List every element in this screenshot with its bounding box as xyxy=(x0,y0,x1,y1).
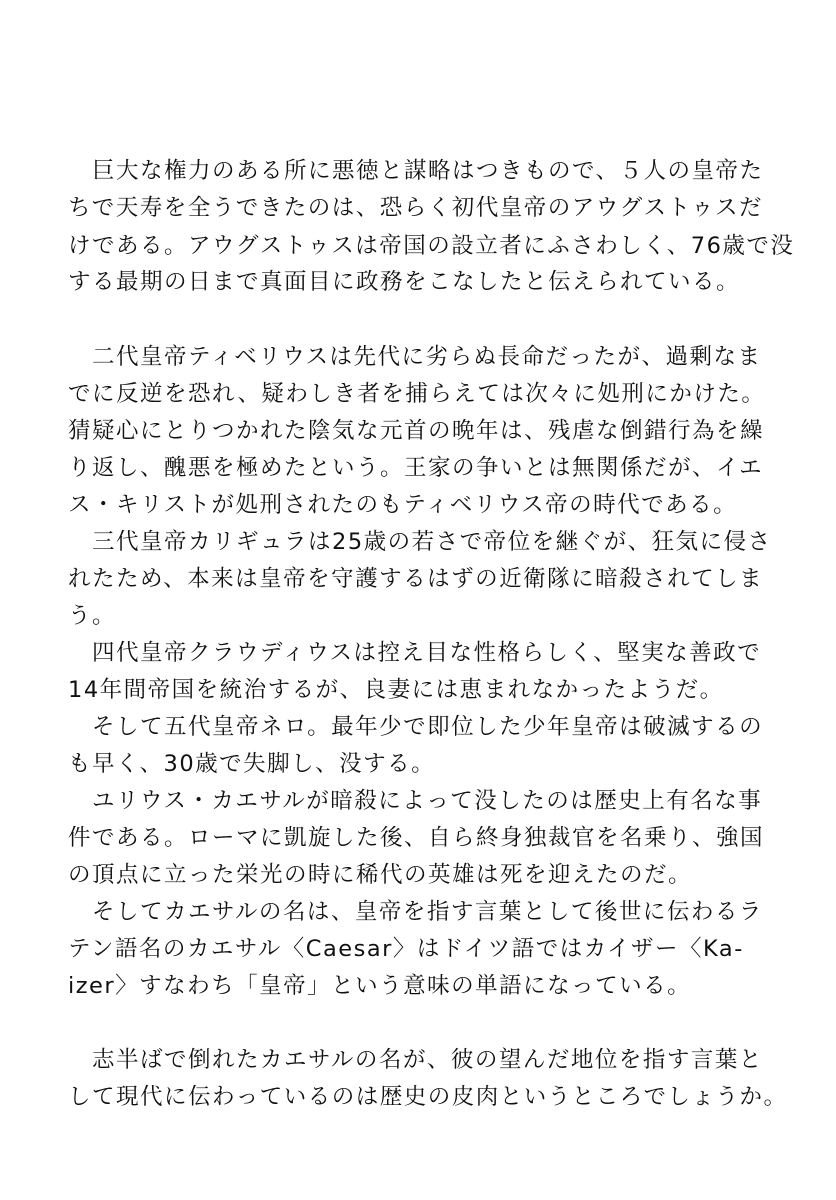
text-line: ユリウス・カエサルが暗殺によって没したのは歴史上有名な事 xyxy=(68,788,763,814)
text-line: 猜疑心にとりつかれた陰気な元首の晩年は、残虐な倒錯行為を繰 xyxy=(68,418,765,444)
text-line: けである。アウグストゥスは帝国の設立者にふさわしく、76歳で没 xyxy=(68,233,795,259)
text-line: れたため、本来は皇帝を守護するはずの近衛隊に暗殺されてしま xyxy=(68,566,764,592)
text-line: 件である。ローマに凱旋した後、自ら終身独裁官を名乗り、強国 xyxy=(68,825,765,851)
text-line: う。 xyxy=(68,603,117,629)
text-line: テン語名のカエサル〈Caesar〉はドイツ語ではカイザー〈Ka- xyxy=(68,936,744,962)
text-line: そしてカエサルの名は、皇帝を指す言葉として後世に伝わるラ xyxy=(68,899,763,925)
text-line: して現代に伝わっているのは歴史の皮肉というところでしょうか。 xyxy=(68,1084,788,1110)
text-line: ちで天寿を全うできたのは、恐らく初代皇帝のアウグストゥスだ xyxy=(68,195,763,221)
text-line: の頂点に立った栄光の時に稀代の英雄は死を迎えたのだ。 xyxy=(68,862,693,888)
text-line: ス・キリストが処刑されたのもティベリウス帝の時代である。 xyxy=(68,492,738,518)
text-line: そして五代皇帝ネロ。最年少で即位した少年皇帝は破滅するの xyxy=(68,714,764,740)
text-line: 巨大な権力のある所に悪徳と謀略はつきもので、５人の皇帝た xyxy=(68,158,764,184)
text-line: する最期の日まで真面目に政務をこなしたと伝えられている。 xyxy=(68,269,741,295)
text-line: り返し、醜悪を極めたという。王家の争いとは無関係だが、イエ xyxy=(68,455,764,481)
text-line: 二代皇帝ティベリウスは先代に劣らぬ長命だったが、過剰なま xyxy=(68,344,762,370)
text-line: も早く、30歳で失脚し、没する。 xyxy=(68,751,436,777)
text-line: 14年間帝国を統治するが、良妻には恵まれなかったようだ。 xyxy=(68,677,724,703)
text-line: 三代皇帝カリギュラは25歳の若さで帝位を継ぐが、狂気に侵さ xyxy=(68,529,772,555)
text-line: でに反逆を恐れ、疑わしき者を捕らえては次々に処刑にかけた。 xyxy=(68,381,766,407)
text-line: 四代皇帝クラウディウスは控え目な性格らしく、堅実な善政で xyxy=(68,640,762,666)
text-line: izer〉すなわち「皇帝」という意味の単語になっている。 xyxy=(68,973,692,999)
text-line: 志半ばで倒れたカエサルの名が、彼の望んだ地位を指す言葉と xyxy=(68,1047,763,1073)
